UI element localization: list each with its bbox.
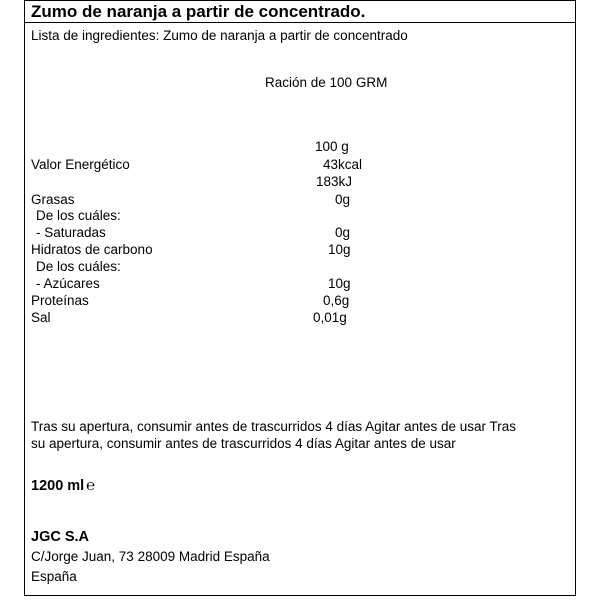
per-100g-header: 100 g	[315, 139, 349, 154]
serving-header: Ración de 100 GRM	[265, 75, 388, 90]
protein-label: Proteínas	[31, 293, 89, 308]
sugars-value: 10g	[328, 276, 351, 291]
volume-text: 1200 ml	[31, 478, 85, 494]
ingredients-list: Lista de ingredientes: Zumo de naranja a partir de concentrado	[31, 28, 408, 43]
salt-value: 0,01g	[313, 310, 347, 325]
company-country: España	[31, 569, 77, 584]
protein-value: 0,6g	[323, 293, 350, 308]
saturated-label: - Saturadas	[36, 225, 106, 240]
salt-label: Sal	[31, 310, 51, 325]
label-panel	[24, 0, 576, 596]
title-row	[25, 1, 575, 23]
net-volume	[31, 478, 95, 494]
of-which-label: De los cuáles:	[36, 208, 121, 223]
storage-instructions-line2: su apertura, consumir antes de trascurridos 4 días Agitar antes de usar	[31, 436, 456, 451]
fat-label: Grasas	[31, 192, 75, 207]
saturated-value: 0g	[335, 225, 351, 240]
carbs-label: Hidratos de carbono	[31, 242, 153, 257]
energy-kcal: 43kcal	[323, 157, 363, 172]
of-which-label: De los cuáles:	[36, 259, 121, 274]
carbs-value: 10g	[328, 242, 351, 257]
storage-instructions-line1: Tras su apertura, consumir antes de trascurridos 4 días Agitar antes de usar Tras	[31, 419, 516, 434]
energy-label: Valor Energético	[31, 157, 130, 172]
fat-value: 0g	[335, 192, 351, 207]
energy-kj: 183kJ	[316, 174, 353, 189]
estimated-sign-icon: ℮	[86, 477, 96, 494]
product-title: Zumo de naranja a partir de concentrado.	[31, 2, 366, 21]
sugars-label: - Azúcares	[36, 276, 100, 291]
company-name: JGC S.A	[31, 529, 90, 545]
company-address: C/Jorge Juan, 73 28009 Madrid España	[31, 549, 270, 564]
